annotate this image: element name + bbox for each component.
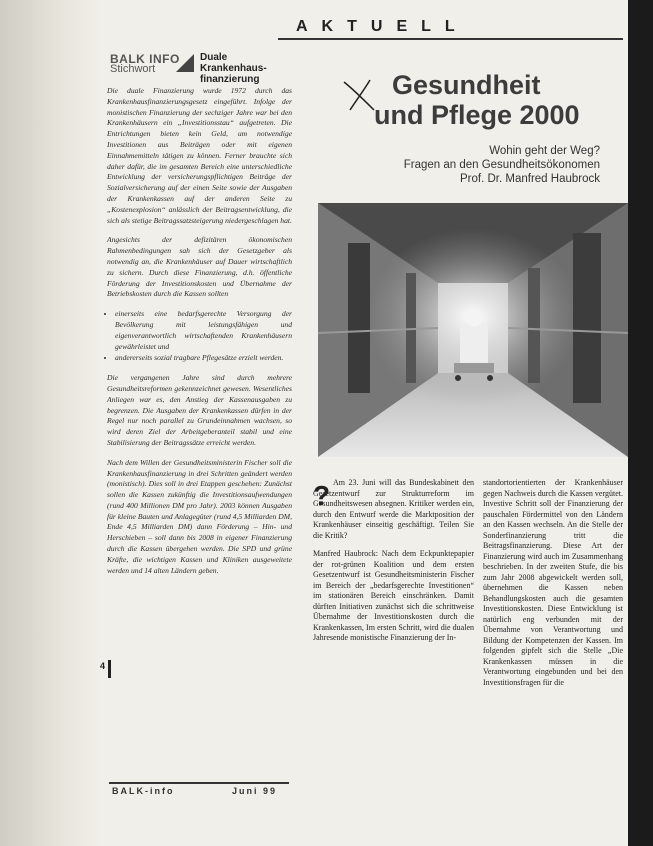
footer-brand: BALK-info	[112, 786, 175, 796]
sidebar-bullet: • andererseits sozial tragbare Pflegesätze erzielt werden.	[115, 353, 292, 364]
sidebar-topic-line-1: Duale Krankenhaus-	[200, 52, 267, 74]
logo-subtext: Stichwort	[110, 63, 156, 75]
sidebar-topic-line-2: finanzierung	[200, 74, 260, 85]
article-answer: Manfred Haubrock: Nach dem Eckpunktepapier der rot-grünen Koalition und dem ersten Gesetzentwurf ist Gesundheitsministerin Fischer im Bereich der „bedarfsgerechte Investitionen“ im stationären Bereich einschränken. Damit dürften Initiativen zunächst sich die schrittweise Übernahme der Investitionskosten durch die Krankenkassen, Im ersten Schritt, wird die dualen Jahresende monistische Finanzierung der In-	[313, 549, 474, 642]
footer-rule	[109, 782, 289, 784]
headline-line-1: Gesundheit	[392, 70, 541, 100]
headline-line-2: und Pflege 2000	[374, 100, 580, 130]
sidebar-paragraph: Nach dem Willen der Gesundheitsministerin Fischer soll die Krankenhausfinanzierung in drei Schritten geändert werden (monistisch). Dies soll in drei Etappen geschehen: Zunächst sollen die Kassen zukünftig die Investitionsaufwendungen (rund 400 Millionen DM pro Jahr). 2003 können Ausgaben für kleine Bauten und Anlagegüter (rund 4,5 Milliarden DM, Ende 4,5 Milliarden DM) dann Förderung – Hin- und Herschieben – soll dann bis 2008 in eigener Finanzierung durch die Kassen übergehen werden. Die SPD und grüne Kräfte, die wichtigen Kassen und Kliniken ausgeweitete werden und 14 alten Ländern geben.	[107, 457, 292, 575]
sidebar-paragraph: Die duale Finanzierung wurde 1972 durch das Krankenhausfinanzierungsgesetz eingeführt. Infolge der monistischen Finanzierung der sechziger Jahre war bei den Krankenhäusern ein „Investitionsstau“ aufgetreten. Die Entrichtungen bieten kein Geld, um notwendige Investitionen aus Beiträgen oder mit eigenen Einnahmemitteln tätigen zu können. Ferner brauchte sich daher dafür, die im gesamten Bereich eine unterschiedliche Entwicklung der versicherungspflichtigen Beiträge der Sozialversicherung auf der einen Seite sowie der Ausgaben der Krankenkassen auf der anderen Seite zu „Kostenexplosion“ anlässlich der Beitragsentwicklung, die sich als stetige Beitragssatzsteigerung niedergeschlagen hat.	[107, 86, 292, 225]
sidebar-topic	[200, 52, 286, 85]
subtitle-line-1: Wohin geht der Weg?	[489, 145, 600, 157]
sidebar-bullet-list	[107, 309, 292, 364]
subtitle-line-2: Fragen an den Gesundheitsökonomen	[403, 159, 600, 171]
logo-triangle-icon	[176, 54, 194, 72]
article-column-right: standortorientierten der Krankenhäuser gegen Nachweis durch die Kassen vergütet. Investive Schritt soll der Finanzierung der pauschalen Fördermittel von den Ländern an den Kassen wechseln. An die Stelle der Sonderfinanzierung tritt die Beitragsfinanzierung. Diese Art der Finanzierung wird auch im Zusammenhang beschrieben. In der zweiten Stufe, die bis zum Jahr 2008 abgewickelt werden soll, übernehmen die Kassen neben Behandlungskosten auch die gesamten Investitionskosten. Diese Entwicklung ist natürlich eng verbunden mit der Übernahme von Verantwortung und Bildung der Kompetenzen der Kassen. Im folgenden gipfelt sich die Stelle „Die Krankenkassen müssen in die Verantwortung eingebunden und bei den Investitionsfragen für die	[483, 478, 623, 687]
balk-info-logo	[110, 52, 286, 85]
sidebar-column	[107, 86, 292, 585]
scan-edge	[628, 0, 653, 846]
subtitle-line-3: Prof. Dr. Manfred Haubrock	[460, 173, 600, 185]
hospital-corridor-photo	[318, 203, 628, 457]
sidebar-paragraph: Angesichts der defizitären ökonomischen Rahmenbedingungen sah sich der Gesetzgeber als notwendig an, die Krankenhäuser auf Dauer wirtschaftlich zu sichern. Durch diese Finanzierung, d.h. öffentliche Förderung der Investitionskosten und Übernahme der Betriebskosten durch die Kassen sollten	[107, 235, 292, 299]
sidebar-paragraph: Die vergangenen Jahre sind durch mehrere Gesundheitsreformen gekennzeichnet gewesen. Wesentliches Anliegen war es, den Anstieg der Kassenausgaben zu begrenzen. Die Ausgaben der Krankenkassen dürfen in der Regel nur noch parallel zu Grundeinnahmen wachsen, so wird deren Ziel der Arbeitgeberanteil stabil und eine Stabilisierung der Beitragssätze erreicht werden.	[107, 373, 292, 447]
question-mark-icon: ?	[313, 480, 331, 511]
section-header: AKTUELL	[296, 18, 469, 35]
article-intro: Am 23. Juni will das Bundeskabinett den Gesetzentwurf zur Strukturreform im Gesundheitswesen absegnen. Kritiker werden ein, durch den Entwurf werde die Marktposition der Krankenhäuser einseitig geschäftigt. Teilen Sie die Kritik?	[313, 478, 474, 540]
page-number: 4	[100, 661, 106, 671]
footer-date: Juni 99	[232, 786, 278, 796]
logo-text: BALK INFO	[110, 52, 180, 66]
sidebar-bullet: • einerseits eine bedarfsgerechte Versorgung der Bevölkerung mit leistungsfähigen und eigenverantwortlich wirtschaftenden Krankenhäusern gewährleistet und	[115, 309, 292, 352]
scan-shadow	[0, 0, 100, 846]
article-column-middle	[313, 478, 474, 652]
header-rule	[278, 38, 623, 40]
